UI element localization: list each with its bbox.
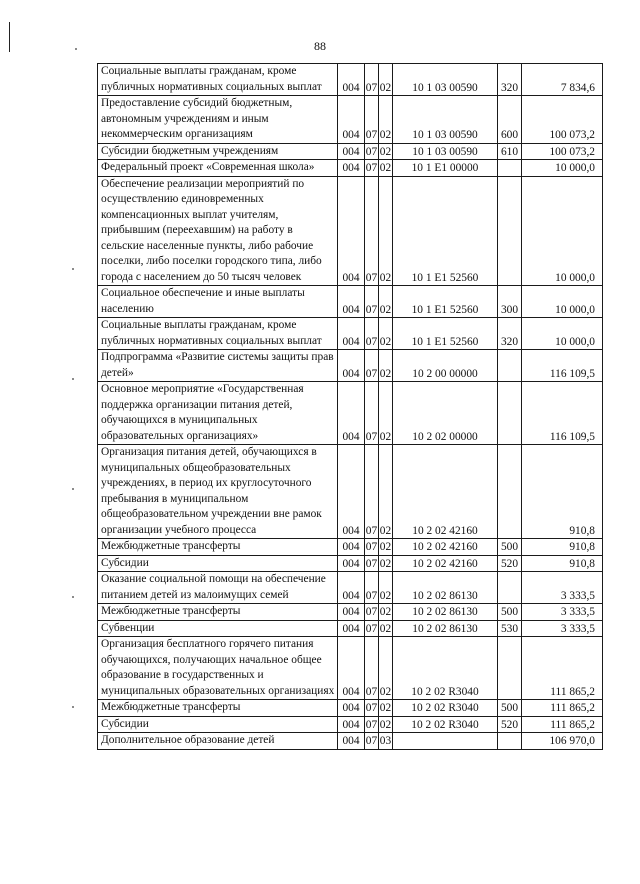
row-name-cell: Дополнительное образование детей (98, 733, 338, 750)
row-name-cell: Предоставление субсидий бюджетным, автономным учреждениям и иным некоммерческим организациям (98, 96, 338, 144)
table-row (98, 160, 603, 177)
subsection-code-cell: 02 (379, 539, 393, 556)
ministry-code-cell: 004 (338, 572, 365, 604)
ministry-code-cell: 004 (338, 604, 365, 621)
margin-dot (72, 488, 74, 490)
subsection-code-cell: 02 (379, 637, 393, 700)
expense-type-cell (498, 445, 522, 539)
table-row (98, 572, 603, 604)
row-name-cell: Субсидии (98, 716, 338, 733)
row-name-cell: Основное мероприятие «Государственная поддержка организации питания детей, обучающихся в муниципальных образовательных организациях» (98, 382, 338, 445)
table-row (98, 318, 603, 350)
ministry-code-cell: 004 (338, 350, 365, 382)
ministry-code-cell: 004 (338, 382, 365, 445)
row-name-cell: Социальное обеспечение и иные выплаты населению (98, 286, 338, 318)
amount-cell: 106 970,0 (522, 733, 603, 750)
margin-dot (72, 706, 74, 708)
ministry-code-cell: 004 (338, 555, 365, 572)
amount-cell: 10 000,0 (522, 176, 603, 286)
program-code-cell (393, 733, 498, 750)
expense-type-cell: 320 (498, 318, 522, 350)
row-name-cell: Межбюджетные трансферты (98, 700, 338, 717)
table-row (98, 700, 603, 717)
amount-cell: 7 834,6 (522, 64, 603, 96)
program-code-cell: 10 1 03 00590 (393, 64, 498, 96)
table-row (98, 539, 603, 556)
subsection-code-cell: 02 (379, 176, 393, 286)
section-code-cell: 07 (365, 620, 379, 637)
section-code-cell: 07 (365, 350, 379, 382)
program-code-cell: 10 1 E1 00000 (393, 160, 498, 177)
ministry-code-cell: 004 (338, 733, 365, 750)
table-row (98, 96, 603, 144)
table-row (98, 382, 603, 445)
row-name-cell: Организация питания детей, обучающихся в муниципальных общеобразовательных учреждениях, в период их круглосуточного пребывания в муниципальном общеобразовательном учреждении вне рамок организации учебного процесса (98, 445, 338, 539)
program-code-cell: 10 2 02 42160 (393, 539, 498, 556)
expense-type-cell (498, 382, 522, 445)
subsection-code-cell: 02 (379, 445, 393, 539)
subsection-code-cell: 02 (379, 572, 393, 604)
expense-type-cell (498, 572, 522, 604)
budget-table (97, 63, 603, 750)
section-code-cell: 07 (365, 539, 379, 556)
expense-type-cell: 600 (498, 96, 522, 144)
ministry-code-cell: 004 (338, 286, 365, 318)
table-row (98, 637, 603, 700)
section-code-cell: 07 (365, 733, 379, 750)
subsection-code-cell: 02 (379, 700, 393, 717)
subsection-code-cell: 02 (379, 286, 393, 318)
margin-dot (72, 378, 74, 380)
table-row (98, 604, 603, 621)
amount-cell: 111 865,2 (522, 637, 603, 700)
section-code-cell: 07 (365, 286, 379, 318)
ministry-code-cell: 004 (338, 637, 365, 700)
row-name-cell: Субсидии (98, 555, 338, 572)
ministry-code-cell: 004 (338, 160, 365, 177)
subsection-code-cell: 02 (379, 382, 393, 445)
program-code-cell: 10 2 02 42160 (393, 555, 498, 572)
program-code-cell: 10 2 02 R3040 (393, 716, 498, 733)
program-code-cell: 10 1 E1 52560 (393, 176, 498, 286)
subsection-code-cell: 03 (379, 733, 393, 750)
amount-cell: 111 865,2 (522, 716, 603, 733)
amount-cell: 910,8 (522, 555, 603, 572)
amount-cell: 111 865,2 (522, 700, 603, 717)
ministry-code-cell: 004 (338, 620, 365, 637)
amount-cell: 10 000,0 (522, 318, 603, 350)
table-row (98, 350, 603, 382)
ministry-code-cell: 004 (338, 716, 365, 733)
row-name-cell: Подпрограмма «Развитие системы защиты прав детей» (98, 350, 338, 382)
program-code-cell: 10 1 E1 52560 (393, 318, 498, 350)
expense-type-cell: 530 (498, 620, 522, 637)
section-code-cell: 07 (365, 555, 379, 572)
ministry-code-cell: 004 (338, 64, 365, 96)
row-name-cell: Субвенции (98, 620, 338, 637)
expense-type-cell (498, 160, 522, 177)
expense-type-cell (498, 176, 522, 286)
margin-dot (72, 268, 74, 270)
subsection-code-cell: 02 (379, 160, 393, 177)
subsection-code-cell: 02 (379, 143, 393, 160)
expense-type-cell: 300 (498, 286, 522, 318)
row-name-cell: Обеспечение реализации мероприятий по осуществлению единовременных компенсационных выплат учителям, прибывшим (переехавшим) на работу в сельские населенные пункты, либо рабочие поселки, либо поселки городского типа, либо города с населением до 50 тысяч человек (98, 176, 338, 286)
section-code-cell: 07 (365, 637, 379, 700)
expense-type-cell: 520 (498, 555, 522, 572)
subsection-code-cell: 02 (379, 350, 393, 382)
section-code-cell: 07 (365, 382, 379, 445)
program-code-cell: 10 2 02 R3040 (393, 637, 498, 700)
section-code-cell: 07 (365, 96, 379, 144)
subsection-code-cell: 02 (379, 555, 393, 572)
section-code-cell: 07 (365, 716, 379, 733)
row-name-cell: Организация бесплатного горячего питания обучающихся, получающих начальное общее образование в государственных и муниципальных образовательных организациях (98, 637, 338, 700)
table-row (98, 445, 603, 539)
ministry-code-cell: 004 (338, 96, 365, 144)
amount-cell: 3 333,5 (522, 572, 603, 604)
program-code-cell: 10 2 02 86130 (393, 572, 498, 604)
section-code-cell: 07 (365, 700, 379, 717)
ministry-code-cell: 004 (338, 143, 365, 160)
section-code-cell: 07 (365, 160, 379, 177)
expense-type-cell: 320 (498, 64, 522, 96)
ministry-code-cell: 004 (338, 318, 365, 350)
table-row (98, 620, 603, 637)
row-name-cell: Социальные выплаты гражданам, кроме публичных нормативных социальных выплат (98, 64, 338, 96)
subsection-code-cell: 02 (379, 64, 393, 96)
amount-cell: 10 000,0 (522, 160, 603, 177)
table-row (98, 716, 603, 733)
table-row (98, 64, 603, 96)
table-row (98, 555, 603, 572)
subsection-code-cell: 02 (379, 96, 393, 144)
amount-cell: 10 000,0 (522, 286, 603, 318)
row-name-cell: Межбюджетные трансферты (98, 539, 338, 556)
expense-type-cell: 500 (498, 700, 522, 717)
program-code-cell: 10 1 03 00590 (393, 143, 498, 160)
expense-type-cell (498, 350, 522, 382)
row-name-cell: Федеральный проект «Современная школа» (98, 160, 338, 177)
section-code-cell: 07 (365, 64, 379, 96)
section-code-cell: 07 (365, 604, 379, 621)
program-code-cell: 10 2 02 R3040 (393, 700, 498, 717)
section-code-cell: 07 (365, 176, 379, 286)
ministry-code-cell: 004 (338, 176, 365, 286)
row-name-cell: Межбюджетные трансферты (98, 604, 338, 621)
program-code-cell: 10 2 02 86130 (393, 604, 498, 621)
margin-dot (72, 596, 74, 598)
subsection-code-cell: 02 (379, 604, 393, 621)
section-code-cell: 07 (365, 318, 379, 350)
amount-cell: 116 109,5 (522, 350, 603, 382)
ministry-code-cell: 004 (338, 445, 365, 539)
program-code-cell: 10 1 E1 52560 (393, 286, 498, 318)
subsection-code-cell: 02 (379, 716, 393, 733)
subsection-code-cell: 02 (379, 620, 393, 637)
table-row (98, 176, 603, 286)
program-code-cell: 10 2 02 42160 (393, 445, 498, 539)
amount-cell: 3 333,5 (522, 604, 603, 621)
program-code-cell: 10 1 03 00590 (393, 96, 498, 144)
amount-cell: 910,8 (522, 445, 603, 539)
expense-type-cell (498, 733, 522, 750)
amount-cell: 100 073,2 (522, 143, 603, 160)
row-name-cell: Субсидии бюджетным учреждениям (98, 143, 338, 160)
amount-cell: 116 109,5 (522, 382, 603, 445)
subsection-code-cell: 02 (379, 318, 393, 350)
amount-cell: 100 073,2 (522, 96, 603, 144)
table-row (98, 733, 603, 750)
section-code-cell: 07 (365, 143, 379, 160)
row-name-cell: Оказание социальной помощи на обеспечение питанием детей из малоимущих семей (98, 572, 338, 604)
row-name-cell: Социальные выплаты гражданам, кроме публичных нормативных социальных выплат (98, 318, 338, 350)
program-code-cell: 10 2 02 86130 (393, 620, 498, 637)
amount-cell: 910,8 (522, 539, 603, 556)
amount-cell: 3 333,5 (522, 620, 603, 637)
table-row (98, 143, 603, 160)
ministry-code-cell: 004 (338, 700, 365, 717)
program-code-cell: 10 2 02 00000 (393, 382, 498, 445)
section-code-cell: 07 (365, 572, 379, 604)
expense-type-cell (498, 637, 522, 700)
page-number: 88 (314, 39, 326, 53)
program-code-cell: 10 2 00 00000 (393, 350, 498, 382)
ministry-code-cell: 004 (338, 539, 365, 556)
expense-type-cell: 500 (498, 539, 522, 556)
section-code-cell: 07 (365, 445, 379, 539)
table-row (98, 286, 603, 318)
expense-type-cell: 520 (498, 716, 522, 733)
expense-type-cell: 610 (498, 143, 522, 160)
expense-type-cell: 500 (498, 604, 522, 621)
